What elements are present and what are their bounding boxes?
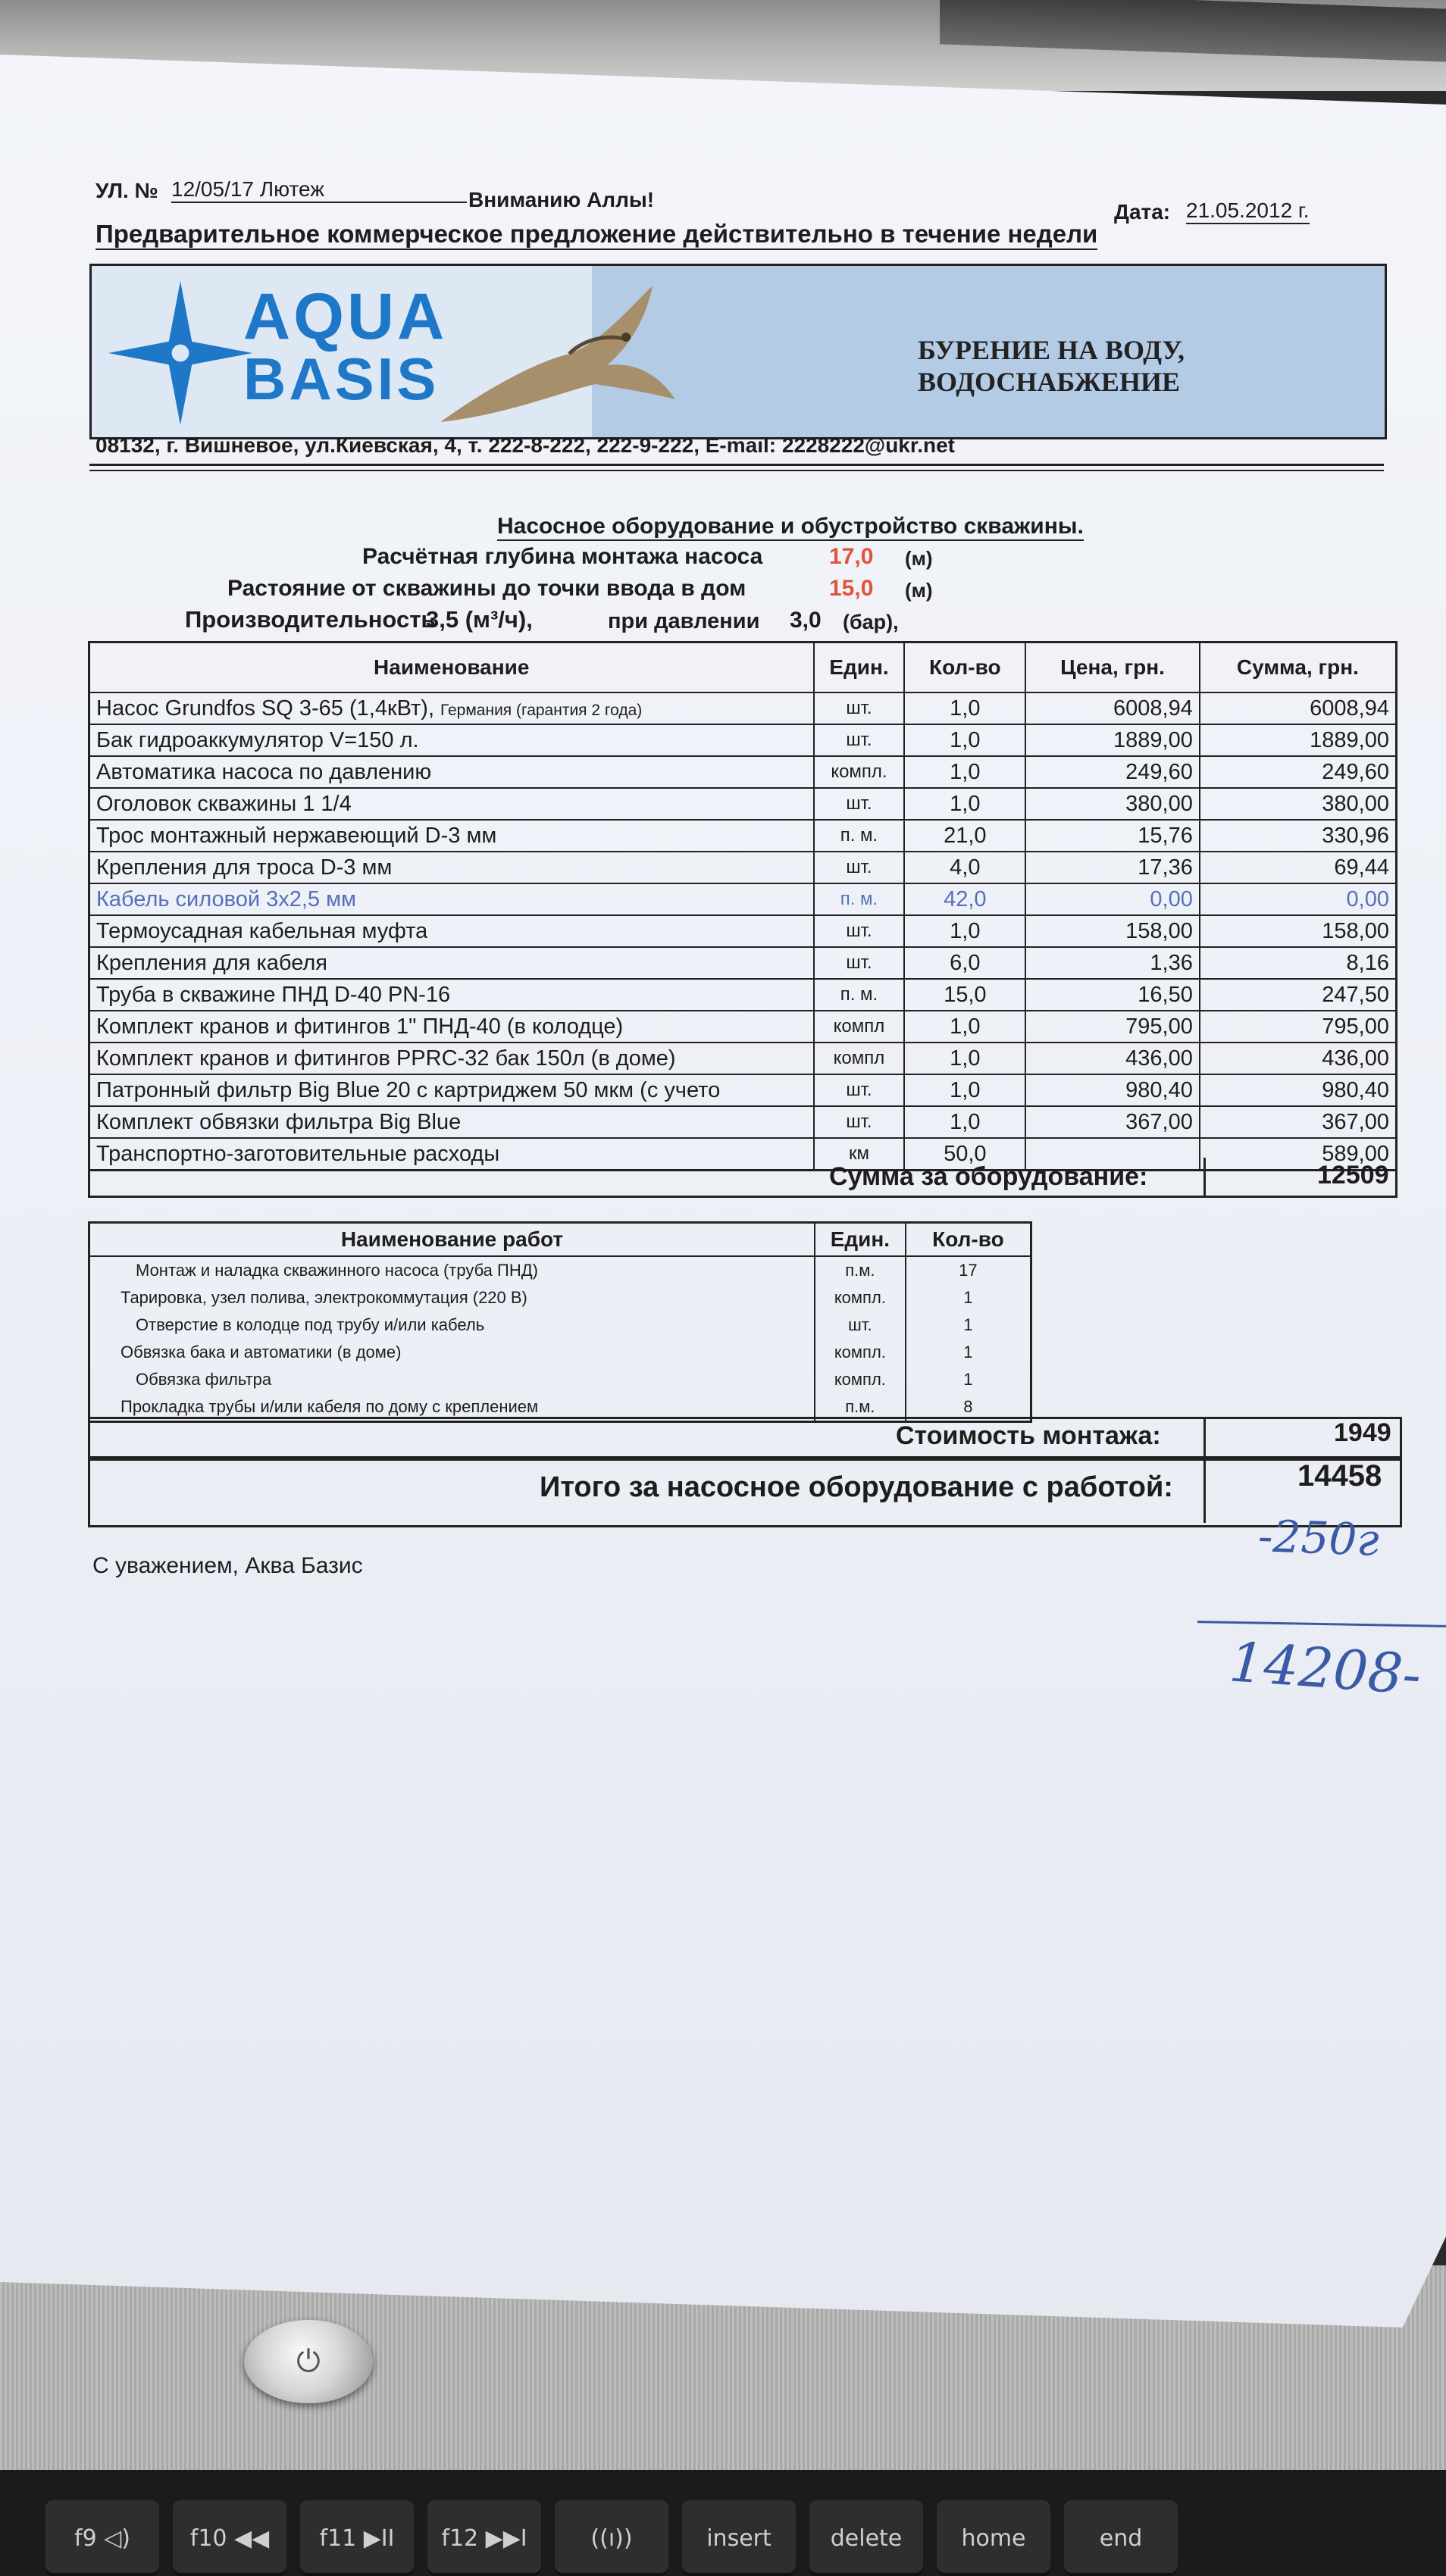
equipment-sum-cell: 0,00: [1200, 883, 1397, 915]
equipment-name-cell: [89, 756, 814, 788]
handwritten-discount: -250г: [1257, 1510, 1380, 1566]
equipment-unit-cell: п. м.: [814, 820, 905, 852]
equipment-price-cell: 16,50: [1025, 979, 1200, 1011]
equipment-name-text: Патронный фильтр Big Blue 20 с картриджем 50 мкм (с учето: [96, 1077, 721, 1102]
equipment-row: [89, 820, 1397, 852]
works-name-cell: Тарировка, узел полива, электрокоммутация (220 В): [89, 1284, 815, 1311]
equipment-row: [89, 852, 1397, 883]
key-f11[interactable]: f11 ▶II: [300, 2500, 414, 2576]
equipment-name-cell: [89, 979, 814, 1011]
equipment-unit-cell: шт.: [814, 915, 905, 947]
depth-value: 17,0: [829, 544, 874, 569]
works-row: [89, 1339, 1031, 1366]
works-name-cell: Прокладка трубы и/или кабеля по дому с креплением: [89, 1393, 815, 1422]
equipment-price-cell: 380,00: [1025, 788, 1200, 820]
equipment-price-cell: 15,76: [1025, 820, 1200, 852]
equipment-name-text: Крепления для троса D-3 мм: [96, 855, 393, 880]
equipment-name-cell: [89, 915, 814, 947]
equipment-qty-cell: 1,0: [904, 1043, 1025, 1074]
equipment-row: [89, 883, 1397, 915]
equipment-sum-cell: 249,60: [1200, 756, 1397, 788]
equipment-name-cell: [89, 947, 814, 979]
offer-title: Предварительное коммерческое предложение действительно в течение недели: [95, 220, 1097, 250]
equipment-price-cell: 0,00: [1025, 883, 1200, 915]
equipment-unit-cell: шт.: [814, 692, 905, 724]
key-f12[interactable]: f12 ▶▶I: [427, 2500, 541, 2576]
works-unit-cell: п.м.: [815, 1393, 906, 1422]
equipment-header-row: [89, 642, 1397, 693]
equipment-qty-cell: 15,0: [904, 979, 1025, 1011]
equipment-sum-cell: 8,16: [1200, 947, 1397, 979]
equipment-sum-cell: 69,44: [1200, 852, 1397, 883]
equipment-name-text: Транспортно-заготовительные расходы: [96, 1141, 500, 1166]
equipment-name-text: Крепления для кабеля: [96, 950, 328, 975]
equipment-unit-cell: п. м.: [814, 883, 905, 915]
equipment-sum-cell: 367,00: [1200, 1106, 1397, 1138]
equipment-name-text: Комплект кранов и фитингов 1" ПНД-40 (в колодце): [96, 1014, 624, 1039]
pressure-unit: (бар),: [843, 611, 899, 633]
works-row: [89, 1311, 1031, 1339]
equipment-name-text: Комплект кранов и фитингов PPRC-32 бак 150л (в доме): [96, 1046, 676, 1071]
equipment-sum-cell: 330,96: [1200, 820, 1397, 852]
equipment-row: [89, 1074, 1397, 1106]
equipment-row: [89, 1011, 1397, 1043]
column-header-price: Цена, грн.: [1025, 642, 1200, 693]
equipment-total-label: Сумма за оборудование:: [829, 1162, 1148, 1191]
works-rows: [89, 1256, 1031, 1422]
regards-signature: С уважением, Аква Базис: [92, 1553, 363, 1578]
key-f10[interactable]: f10 ◀◀: [173, 2500, 286, 2576]
company-address: 08132, г. Вишневое, ул.Киевская, 4, т. 222-8-222, 222-9-222, E-mail: 2228222@ukr.net: [95, 433, 955, 457]
equipment-name-cell: [89, 852, 814, 883]
date-value: 21.05.2012 г.: [1186, 199, 1310, 224]
equipment-price-cell: 249,60: [1025, 756, 1200, 788]
works-name-cell: Монтаж и наладка скважинного насоса (труба ПНД): [89, 1256, 815, 1284]
logo-text-basis: BASIS: [243, 345, 440, 412]
equipment-sum-cell: 589,00: [1200, 1138, 1397, 1171]
equipment-row: [89, 788, 1397, 820]
date-label: Дата:: [1114, 200, 1171, 224]
works-column-qty: Кол-во: [906, 1223, 1031, 1257]
grand-total-divider: [1203, 1456, 1206, 1523]
distance-label: Растояние от скважины до точки ввода в дом: [227, 576, 746, 601]
install-total-divider: [1203, 1417, 1206, 1456]
equipment-price-cell: 6008,94: [1025, 692, 1200, 724]
equipment-unit-cell: шт.: [814, 788, 905, 820]
keyboard-top-row: [0, 2500, 1446, 2576]
grand-total-label: Итого за насосное оборудование с работой:: [540, 1471, 1173, 1503]
equipment-sum-cell: 380,00: [1200, 788, 1397, 820]
equipment-row: [89, 756, 1397, 788]
equipment-unit-cell: шт.: [814, 1074, 905, 1106]
compass-star-icon: [108, 281, 252, 425]
equipment-name-text: Кабель силовой 3х2,5 мм: [96, 886, 356, 911]
works-name-cell: Отверстие в колодце под трубу и/или кабель: [89, 1311, 815, 1339]
equipment-row: [89, 1106, 1397, 1138]
distance-unit: (м): [905, 579, 933, 602]
equipment-unit-cell: компл.: [814, 756, 905, 788]
address-rule-thin: [89, 470, 1384, 471]
ul-value: 12/05/17 Лютеж: [171, 177, 467, 203]
works-table: [88, 1221, 1032, 1423]
performance-label: Производительность: [185, 606, 436, 633]
equipment-name-cell: [89, 1011, 814, 1043]
works-unit-cell: компл.: [815, 1284, 906, 1311]
company-banner: [89, 264, 1387, 439]
works-unit-cell: шт.: [815, 1311, 906, 1339]
equipment-unit-cell: компл: [814, 1043, 905, 1074]
works-row: [89, 1366, 1031, 1393]
equipment-name-text: Насос Grundfos SQ 3-65 (1,4кВт),: [96, 696, 435, 721]
column-header-qty: Кол-во: [904, 642, 1025, 693]
equipment-unit-cell: шт.: [814, 1106, 905, 1138]
key-delete[interactable]: delete: [809, 2500, 923, 2576]
equipment-price-cell: 1,36: [1025, 947, 1200, 979]
equipment-name-cell: [89, 1074, 814, 1106]
handwritten-result: 14208-: [1227, 1630, 1423, 1707]
key-insert[interactable]: insert: [682, 2500, 796, 2576]
equipment-name-cell: [89, 724, 814, 756]
equipment-sum-cell: 247,50: [1200, 979, 1397, 1011]
works-column-unit: Един.: [815, 1223, 906, 1257]
equipment-qty-cell: 1,0: [904, 1106, 1025, 1138]
works-qty-cell: 17: [906, 1256, 1031, 1284]
equipment-price-cell: 436,00: [1025, 1043, 1200, 1074]
equipment-unit-cell: компл: [814, 1011, 905, 1043]
equipment-name-text: Автоматика насоса по давлению: [96, 759, 432, 784]
equipment-total-box: [88, 1158, 1397, 1198]
column-header-unit: Един.: [814, 642, 905, 693]
equipment-unit-cell: шт.: [814, 852, 905, 883]
logo-text-aqua: AQUA: [243, 280, 448, 353]
equipment-name-text: Термоусадная кабельная муфта: [96, 918, 428, 943]
equipment-qty-cell: 6,0: [904, 947, 1025, 979]
equipment-price-cell: 1889,00: [1025, 724, 1200, 756]
key-wireless[interactable]: ((ı)): [555, 2500, 668, 2576]
equipment-qty-cell: 21,0: [904, 820, 1025, 852]
works-name-cell: Обвязка бака и автоматики (в доме): [89, 1339, 815, 1366]
equipment-unit-cell: км: [814, 1138, 905, 1171]
works-header-row: [89, 1223, 1031, 1257]
equipment-name-cell: [89, 1043, 814, 1074]
works-name-cell: Обвязка фильтра: [89, 1366, 815, 1393]
install-total-label: Стоимость монтажа:: [896, 1421, 1161, 1450]
equipment-name-cell: [89, 883, 814, 915]
works-qty-cell: 1: [906, 1311, 1031, 1339]
equipment-qty-cell: 1,0: [904, 1074, 1025, 1106]
company-tagline: БУРЕНИЕ НА ВОДУ, ВОДОСНАБЖЕНИЕ: [918, 335, 1185, 397]
key-home[interactable]: home: [937, 2500, 1050, 2576]
performance-value: 3,5 (м³/ч),: [426, 606, 533, 633]
depth-label: Расчётная глубина монтажа насоса: [362, 544, 763, 569]
equipment-price-cell: 980,40: [1025, 1074, 1200, 1106]
equipment-total-value: 12509: [1317, 1161, 1389, 1190]
works-unit-cell: компл.: [815, 1366, 906, 1393]
equipment-qty-cell: 50,0: [904, 1138, 1025, 1171]
grand-total-value: 14458: [1297, 1459, 1382, 1493]
attention-line: Вниманию Аллы!: [468, 188, 655, 211]
equipment-qty-cell: 4,0: [904, 852, 1025, 883]
equipment-sum-cell: 795,00: [1200, 1011, 1397, 1043]
equipment-price-cell: 795,00: [1025, 1011, 1200, 1043]
equipment-qty-cell: 1,0: [904, 915, 1025, 947]
power-button-icon[interactable]: ⏻: [244, 2320, 373, 2403]
works-qty-cell: 1: [906, 1284, 1031, 1311]
install-total-value: 1949: [1334, 1418, 1391, 1447]
column-header-sum: Сумма, грн.: [1200, 642, 1397, 693]
works-qty-cell: 1: [906, 1366, 1031, 1393]
equipment-qty-cell: 42,0: [904, 883, 1025, 915]
equipment-price-cell: 367,00: [1025, 1106, 1200, 1138]
equipment-unit-cell: п. м.: [814, 979, 905, 1011]
equipment-row: [89, 947, 1397, 979]
key-f9[interactable]: f9 ◁): [45, 2500, 159, 2576]
crane-bird-icon: [425, 270, 683, 437]
column-header-name: Наименование: [89, 642, 814, 693]
equipment-row: [89, 915, 1397, 947]
works-row: [89, 1256, 1031, 1284]
pressure-label: при давлении: [608, 609, 760, 633]
works-unit-cell: компл.: [815, 1339, 906, 1366]
equipment-name-cell: [89, 692, 814, 724]
section-title: Насосное оборудование и обустройство скважины.: [497, 514, 1084, 541]
ul-label: УЛ. №: [95, 179, 158, 202]
equipment-name-text: Оголовок скважины 1 1/4: [96, 791, 352, 816]
equipment-total-divider: [1203, 1158, 1206, 1196]
key-end[interactable]: end: [1064, 2500, 1178, 2576]
equipment-name-cell: [89, 1106, 814, 1138]
equipment-sum-cell: 1889,00: [1200, 724, 1397, 756]
equipment-name-text: Комплект обвязки фильтра Big Blue: [96, 1109, 462, 1134]
equipment-qty-cell: 1,0: [904, 692, 1025, 724]
equipment-name-note: Германия (гарантия 2 года): [440, 701, 643, 719]
distance-value: 15,0: [829, 576, 874, 601]
equipment-row: [89, 1043, 1397, 1074]
equipment-row: [89, 724, 1397, 756]
equipment-price-cell: 158,00: [1025, 915, 1200, 947]
works-qty-cell: 8: [906, 1393, 1031, 1422]
equipment-price-cell: 17,36: [1025, 852, 1200, 883]
equipment-unit-cell: шт.: [814, 724, 905, 756]
equipment-name-text: Труба в скважине ПНД D-40 PN-16: [96, 982, 451, 1007]
works-qty-cell: 1: [906, 1339, 1031, 1366]
equipment-qty-cell: 1,0: [904, 788, 1025, 820]
equipment-unit-cell: шт.: [814, 947, 905, 979]
address-rule: [89, 464, 1384, 466]
equipment-qty-cell: 1,0: [904, 724, 1025, 756]
equipment-rows: [89, 692, 1397, 1171]
equipment-sum-cell: 6008,94: [1200, 692, 1397, 724]
equipment-name-text: Бак гидроаккумулятор V=150 л.: [96, 727, 419, 752]
depth-unit: (м): [905, 547, 933, 570]
pressure-value: 3,0: [790, 608, 822, 633]
equipment-sum-cell: 158,00: [1200, 915, 1397, 947]
equipment-sum-cell: 436,00: [1200, 1043, 1397, 1074]
equipment-name-cell: [89, 820, 814, 852]
works-column-name: Наименование работ: [89, 1223, 815, 1257]
equipment-row: [89, 692, 1397, 724]
works-unit-cell: п.м.: [815, 1256, 906, 1284]
equipment-table: [88, 641, 1397, 1171]
equipment-qty-cell: 1,0: [904, 1011, 1025, 1043]
equipment-name-text: Трос монтажный нержавеющий D-3 мм: [96, 823, 497, 848]
equipment-sum-cell: 980,40: [1200, 1074, 1397, 1106]
equipment-row: [89, 979, 1397, 1011]
works-row: [89, 1284, 1031, 1311]
equipment-name-cell: [89, 788, 814, 820]
equipment-qty-cell: 1,0: [904, 756, 1025, 788]
